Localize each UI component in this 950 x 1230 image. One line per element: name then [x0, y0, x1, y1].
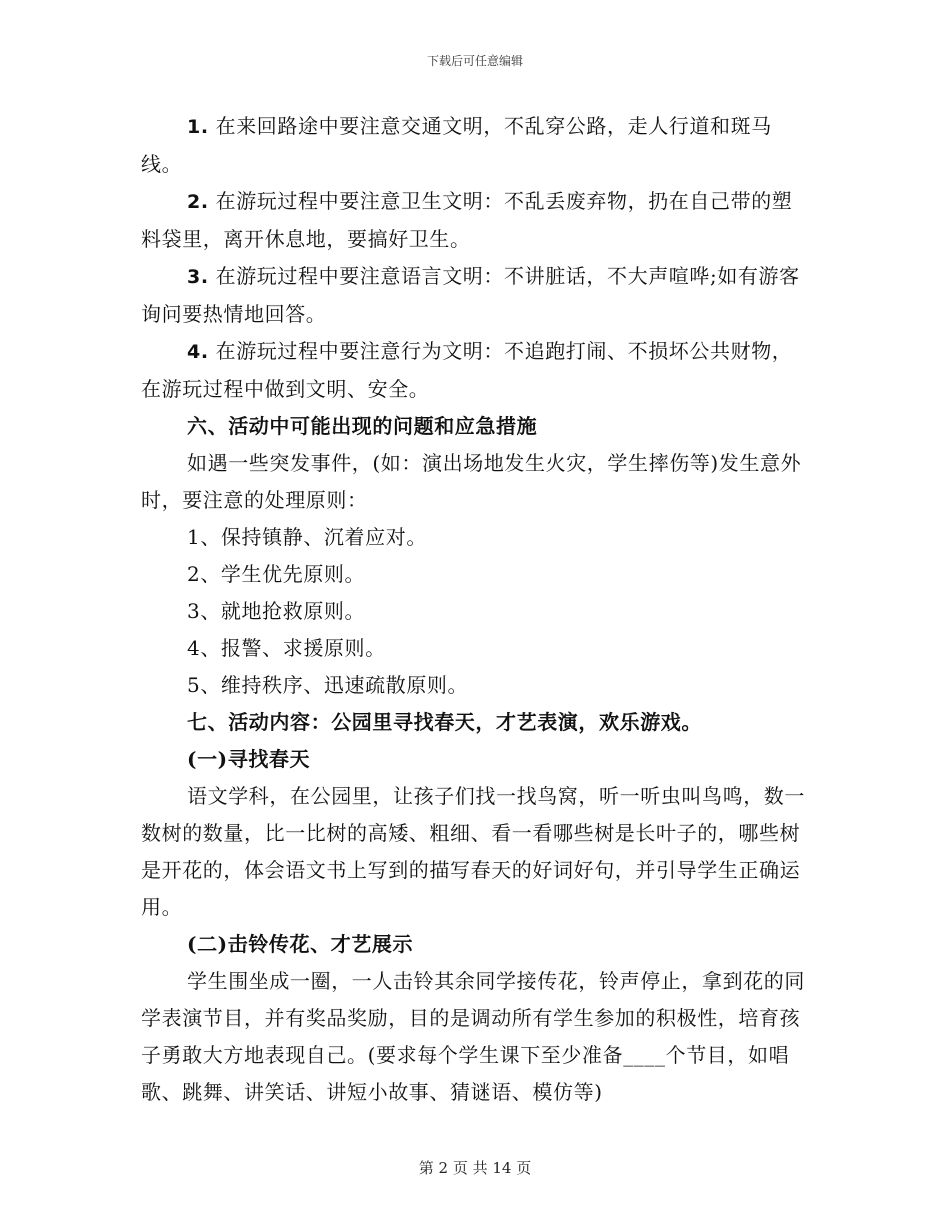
subsection-2-heading: (二)击铃传花、才艺展示 [187, 932, 414, 956]
rule-number-3: 3. [187, 266, 209, 288]
principle-item: 3、就地抢救原则。 [187, 599, 366, 623]
principle-item: 4、报警、求援原则。 [187, 636, 386, 660]
rule-text-2: 在游玩过程中要注意卫生文明：不乱丢废弃物，扔在自己带的塑料袋里，离开休息地，要搞好卫生。 [141, 189, 793, 251]
rule-number-2: 2. [187, 191, 209, 213]
section-6-intro: 如遇一些突发事件，(如：演出场地发生火灾，学生摔伤等)发生意外时，要注意的处理原则： [141, 451, 802, 512]
rule-number-4: 4. [187, 341, 209, 363]
subsection-1-text: 语文学科，在公园里，让孩子们找一找鸟窝，听一听虫叫鸟鸣，数一数树的数量，比一比树的高矮、粗细、看一看哪些树是长叶子的，哪些树是开花的，体会语文书上写到的描写春天的好词好句，并引导学生正确运用。 [141, 784, 805, 919]
section-6-heading: 六、活动中可能出现的问题和应急措施 [187, 414, 538, 438]
page-footer: 第 2 页 共 14 页 [418, 1159, 532, 1177]
principle-item: 2、学生优先原则。 [187, 562, 366, 586]
rule-text-1: 在来回路途中要注意交通文明，不乱穿公路，走人行道和斑马线。 [141, 114, 772, 176]
page-header: 下载后可任意编辑 [426, 54, 523, 68]
rule-item-4 [141, 333, 811, 408]
subsection-2-text: 学生围坐成一圈，一人击铃其余同学接传花，铃声停止，拿到花的同学表演节目，并有奖品奖励，目的是调动所有学生参加的积极性，培育孩子勇敢大方地表现自己。(要求每个学生课下至少准备____个节目，如唱歌、跳舞、讲笑话、讲短小故事、猜谜语、模仿等) [141, 969, 805, 1104]
rule-item-1 [141, 108, 811, 183]
section-7-heading: 七、活动内容：公园里寻找春天，才艺表演，欢乐游戏。 [187, 710, 702, 734]
document-body [141, 108, 811, 1111]
rule-text-4: 在游玩过程中要注意行为文明：不追跑打闹、不损坏公共财物，在游玩过程中做到文明、安全。 [141, 339, 793, 401]
rule-item-2 [141, 183, 811, 258]
principle-item: 1、保持镇静、沉着应对。 [187, 525, 427, 549]
rule-item-3 [141, 258, 811, 333]
rule-number-1: 1. [187, 116, 209, 138]
subsection-1-heading: (一)寻找春天 [187, 747, 311, 771]
principle-item: 5、维持秩序、迅速疏散原则。 [187, 673, 469, 697]
rule-text-3: 在游玩过程中要注意语言文明：不讲脏话，不大声喧哗;如有游客询问要热情地回答。 [141, 264, 800, 326]
